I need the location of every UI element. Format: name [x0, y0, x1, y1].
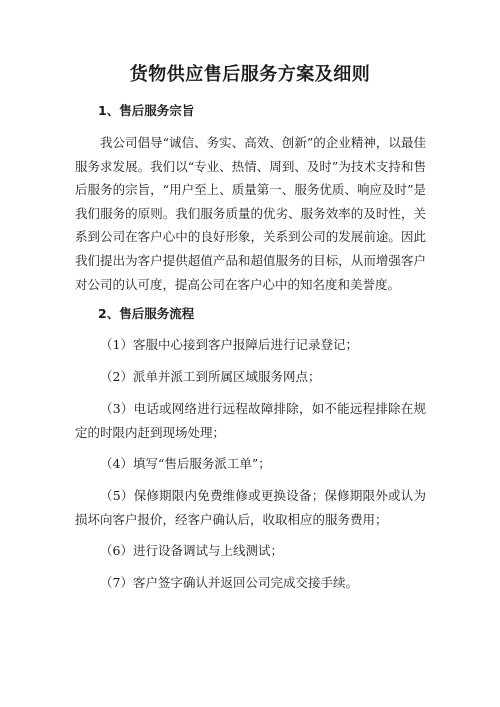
- document-title: 货物供应售后服务方案及细则: [129, 64, 371, 85]
- process-step-2: （2）派单并派工到所属区域服务网点；: [100, 369, 321, 384]
- process-step-5: （5）保修期限内免费维修或更换设备；保修期限外或认为损坏向客户报价，经客户确认后，收取相应的服务费用；: [75, 488, 426, 527]
- process-step-7: （7）客户签字确认并返回公司完成交接手续。: [100, 575, 358, 590]
- service-purpose-paragraph: 我公司倡导“诚信、务实、高效、创新”的企业精神，以最佳服务求发展。我们以“专业、热情、周到、及时”为技术支持和售后服务的宗旨，“用户至上、质量第一、服务优质、响应及时”是我们服务的原则。我们服务质量的优劣、服务效率的及时性，关系到公司在客户心中的良好形象，关系到公司的发展前途。因此我们提出为客户提供超值产品和超值服务的目标，从而增强客户对公司的认可度，提高公司在客户心中的知名度和美誉度。: [75, 135, 426, 292]
- section-heading-service-process: 2、售后服务流程: [98, 306, 195, 321]
- process-step-6: （6）进行设备调试与上线测试；: [100, 543, 283, 558]
- process-step-1: （1）客服中心接到客户报障后进行记录登记；: [100, 337, 358, 352]
- process-step-3: （3）电话或网络进行远程故障排除，如不能远程排除在规定的时限内赶到现场处理；: [75, 401, 426, 440]
- section-heading-service-purpose: 1、售后服务宗旨: [98, 103, 195, 118]
- process-step-4: （4）填写“售后服务派工单”；: [100, 456, 271, 471]
